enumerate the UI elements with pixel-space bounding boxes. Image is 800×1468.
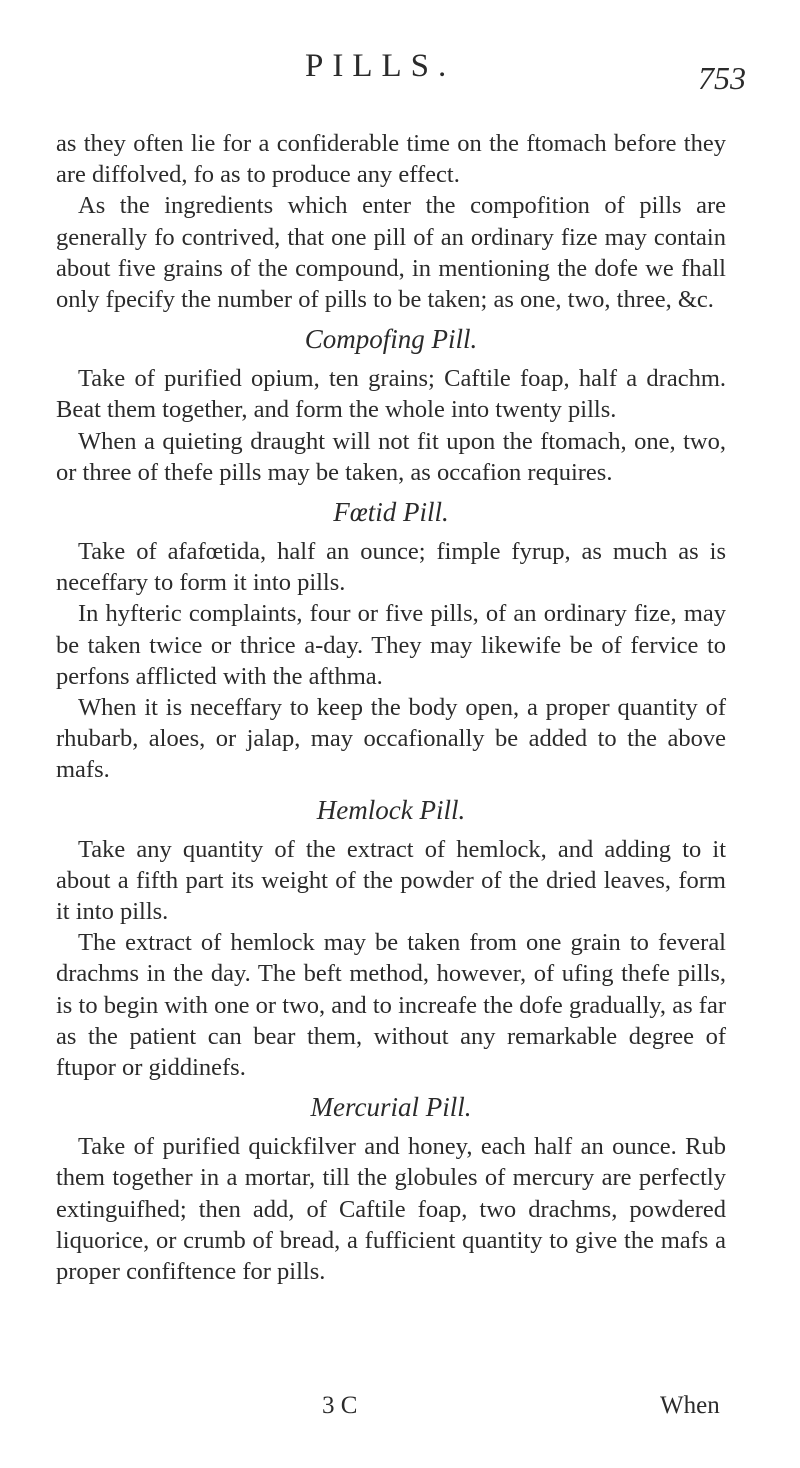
page-footer (0, 1392, 800, 1432)
paragraph: When it is neceffary to keep the body open, a proper quantity of rhubarb, aloes, or jalap, may occafionally be added to the above mafs. (56, 694, 726, 784)
paragraph: When a quieting draught will not fit upon the ftomach, one, two, or three of thefe pills may be taken, as occafion requires. (56, 427, 726, 486)
paragraph: In hyfteric complaints, four or five pills, of an ordinary fize, may be taken twice or thrice a-day. They may likewife be of fervice to perfons afflicted with the afthma. (56, 600, 726, 690)
section-heading: Fœtid Pill. (333, 497, 449, 528)
page-header (0, 20, 800, 110)
page-number: 753 (698, 60, 746, 96)
paragraph: as they often lie for a confiderable time on the ftomach before they are diffolved, fo as to produce any effect. (56, 130, 726, 189)
signature-mark: 3 C (322, 1392, 358, 1419)
section-heading: Compofing Pill. (304, 324, 478, 355)
section-heading: Mercurial Pill. (310, 1092, 472, 1123)
paragraph: The extract of hemlock may be taken from one grain to feveral drachms in the day. The beft method, however, of ufing thefe pills, is to begin with one or two, and to increafe the dofe gradually, as far as the patient can bear them, without any remarkable degree of ftupor or giddinefs. (56, 929, 726, 1082)
running-head: PILLS. (305, 48, 456, 84)
section-heading: Hemlock Pill. (316, 794, 466, 825)
paragraph: Take of afafœtida, half an ounce; fimple fyrup, as much as is neceffary to form it into pills. (56, 538, 726, 597)
paragraph: Take of purified quickfilver and honey, each half an ounce. Rub them together in a mortar, till the globules of mercury are perfectly extinguifhed; then add, of Caftile foap, two drachms, powdered liquorice, or crumb of bread, a fufficient quantity to give the mafs a proper confiftence for pills. (56, 1133, 726, 1286)
paragraph: Take any quantity of the extract of hemlock, and adding to it about a fifth part its weight of the powder of the dried leaves, form it into pills. (56, 835, 726, 926)
page-body (56, 128, 726, 1287)
catchword: When (660, 1392, 720, 1419)
paragraph: As the ingredients which enter the compofition of pills are generally fo contrived, that one pill of an ordinary fize may contain about five grains of the compound, in mentioning the dofe we fhall only fpecify the number of pills to be taken; as one, two, three, &c. (56, 192, 726, 314)
paragraph: Take of purified opium, ten grains; Caftile foap, half a drachm. Beat them together, and form the whole into twenty pills. (56, 365, 726, 424)
